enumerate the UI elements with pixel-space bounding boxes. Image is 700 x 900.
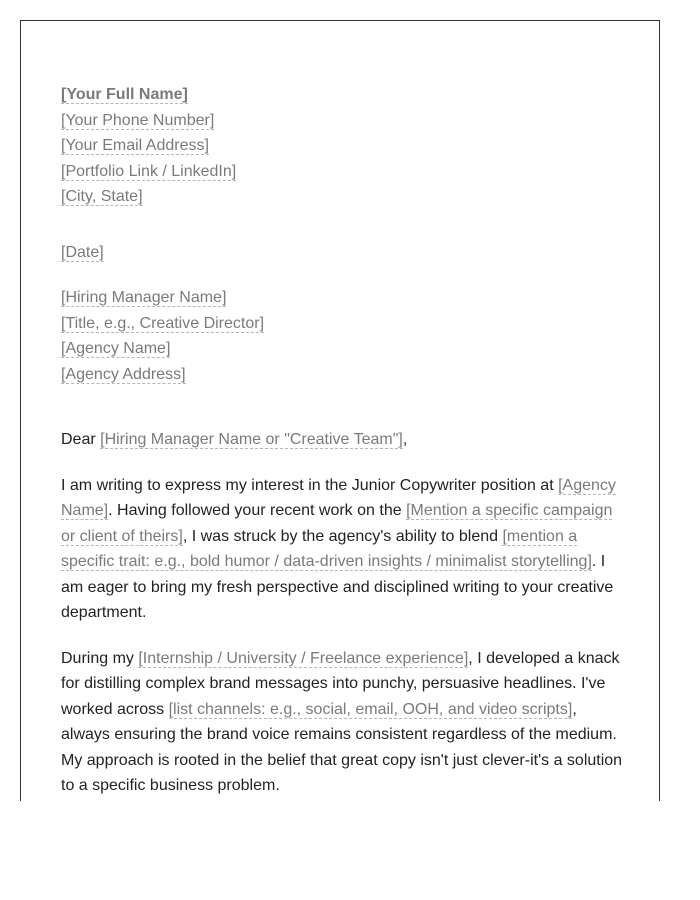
sender-portfolio-placeholder[interactable]: [Portfolio Link / LinkedIn] — [61, 162, 237, 180]
experience-placeholder[interactable]: [Internship / University / Freelance experience] — [138, 649, 469, 667]
paragraph-text: , always ensuring the brand voice remains consistent regardless of the medium. My approach is rooted in the belief that great copy isn't just clever-it's a solution to a specific business problem. — [61, 700, 623, 794]
paragraph-text: I am writing to express my interest in the Junior Copywriter position at — [61, 476, 559, 494]
sender-email-placeholder[interactable]: [Your Email Address] — [61, 137, 209, 154]
trait-placeholder[interactable]: [mention a specific trait: e.g., bold humor / data-driven insights / minimalist storytelling] — [61, 527, 592, 570]
salutation-suffix: , — [402, 431, 408, 448]
recipient-agency-placeholder[interactable]: [Agency Name] — [61, 340, 171, 357]
recipient-block — [61, 285, 626, 387]
channels-placeholder[interactable]: [list channels: e.g., social, email, OOH, and video scripts] — [168, 700, 573, 718]
paragraph-text: , I was struck by the agency's ability to blend — [182, 527, 503, 545]
paragraph-text: . Having followed your recent work on the — [108, 502, 407, 519]
paragraph-text: , I developed a knack for distilling complex brand messages into punchy, persuasive headlines. I've worked across — [61, 649, 620, 718]
sender-block — [61, 82, 626, 210]
recipient-address-placeholder[interactable]: [Agency Address] — [61, 365, 186, 383]
date-block — [61, 240, 626, 266]
recipient-title-placeholder[interactable]: [Title, e.g., Creative Director] — [61, 314, 265, 332]
date-placeholder[interactable]: [Date] — [61, 243, 104, 261]
sender-city-placeholder[interactable]: [City, State] — [61, 188, 143, 205]
document-page — [20, 20, 660, 801]
campaign-placeholder[interactable]: [Mention a specific campaign or client of theirs] — [61, 502, 613, 545]
sender-phone-placeholder[interactable]: [Your Phone Number] — [61, 111, 215, 129]
salutation-name-placeholder[interactable]: [Hiring Manager Name or "Creative Team"] — [100, 431, 403, 448]
salutation — [61, 427, 626, 453]
recipient-name-placeholder[interactable]: [Hiring Manager Name] — [61, 289, 227, 306]
paragraph-intro — [61, 473, 626, 626]
paragraph-text: . I am eager to bring my fresh perspective and disciplined writing to your creative department. — [61, 553, 614, 621]
agency-name-placeholder[interactable]: [Agency Name] — [61, 476, 616, 519]
paragraph-text: During my — [61, 649, 139, 667]
salutation-prefix: Dear — [61, 431, 101, 448]
sender-name-placeholder[interactable]: [Your Full Name] — [61, 86, 188, 103]
letter-body — [61, 82, 626, 799]
paragraph-experience — [61, 646, 626, 799]
